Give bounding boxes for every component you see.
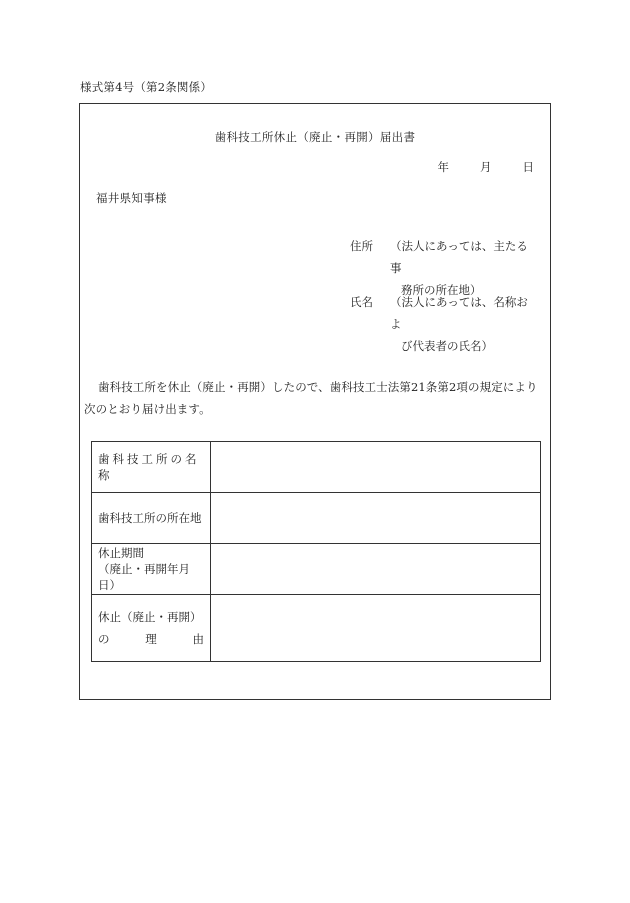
form-number: 様式第4号（第2条関係）: [80, 80, 213, 94]
info-table: [91, 441, 541, 662]
name-label: 氏名: [350, 295, 373, 309]
address-note-line2: 務所の所在地）: [401, 283, 482, 297]
suspension-period-label: [92, 544, 211, 595]
lab-address-field[interactable]: [211, 493, 541, 544]
reason-label-line1: 休止（廃止・再開）: [98, 610, 202, 624]
lab-name-field[interactable]: [211, 442, 541, 493]
date-year: 年: [437, 160, 449, 174]
name-note-line1: （法人にあっては、名称およ: [390, 295, 528, 331]
name-block: [350, 291, 536, 357]
form-title: 歯科技工所休止（廃止・再開）届出書: [214, 130, 416, 144]
table-row: [92, 595, 541, 662]
suspension-period-field[interactable]: [211, 544, 541, 595]
reason-label-yu: 由: [192, 632, 204, 646]
reason-label-no: の: [98, 632, 110, 646]
form-frame: [79, 103, 551, 700]
lab-name-label: 歯科技工所の名称: [92, 442, 211, 493]
reason-label-line2: [98, 628, 204, 650]
lab-address-label: 歯科技工所の所在地: [92, 493, 211, 544]
reason-label-ri: 理: [145, 632, 157, 646]
date-row: [438, 159, 535, 175]
addressee: 福井県知事様: [96, 191, 167, 205]
body-text: 歯科技工所を休止（廃止・再開）したので、歯科技工士法第21条第2項の規定により次のとおり届け出ます。: [84, 380, 538, 416]
suspension-period-label-line1: 休止期間: [98, 546, 144, 560]
name-note: [390, 291, 536, 357]
table-row: [92, 442, 541, 493]
reason-label: [92, 595, 211, 662]
table-row: [92, 493, 541, 544]
reason-field[interactable]: [211, 595, 541, 662]
date-month: 月: [480, 160, 492, 174]
suspension-period-label-line2: （廃止・再開年月日）: [98, 562, 190, 592]
date-day: 日: [522, 160, 534, 174]
address-label: 住所: [350, 239, 373, 253]
table-row: [92, 544, 541, 595]
address-note-line1: （法人にあっては、主たる事: [390, 239, 528, 275]
name-note-line2: び代表者の氏名）: [401, 339, 493, 353]
